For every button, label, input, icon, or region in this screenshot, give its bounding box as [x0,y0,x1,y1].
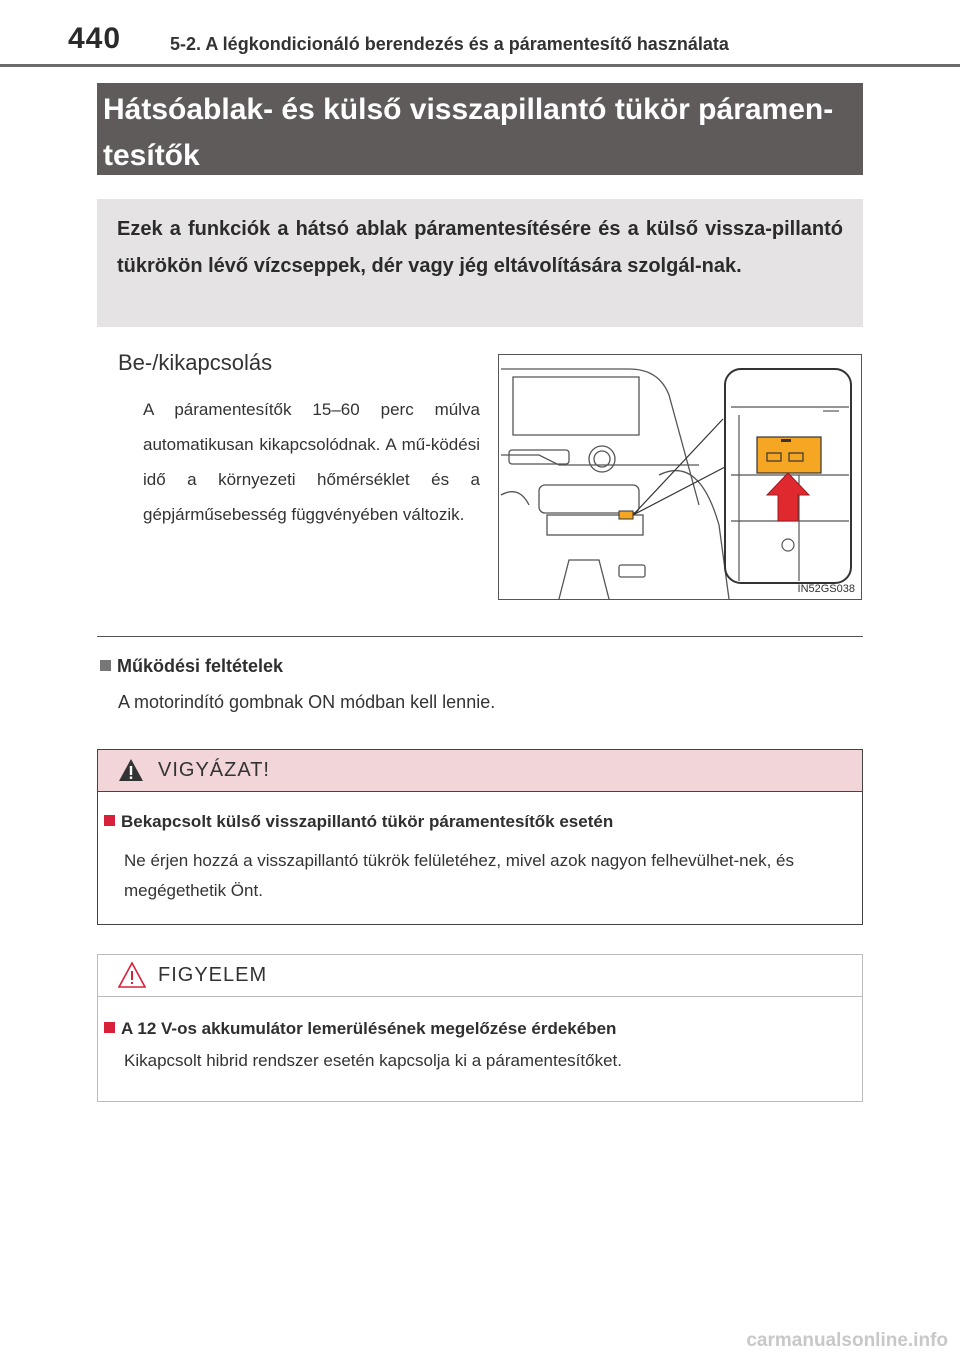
notice-box [97,954,863,1102]
notice-subheading-text: A 12 V-os akkumulátor lemerülésének megelőzése érdekében [121,1019,617,1038]
intro-box [97,199,863,327]
caution-subheading [104,812,613,832]
watermark: carmanualsonline.info [746,1330,948,1351]
intro-text: Ezek a funkciók a hátsó ablak páramentesítésére és a külső vissza-pillantó tükrökön lévő vízcseppek, dér vagy jég eltávolítására szolgál-nak. [117,218,843,277]
defogger-button-small [619,511,633,519]
header-divider [0,64,960,67]
dashboard-illustration [498,354,862,600]
notice-header [98,955,862,997]
section-title-bar [97,83,863,175]
conditions-heading [100,656,283,677]
bullet-square-icon [104,815,115,826]
conditions-heading-text: Működési feltételek [117,656,284,676]
notice-subheading [104,1019,616,1039]
warning-triangle-icon [118,758,144,782]
section-title-line2: tesítők [103,139,200,172]
chapter-title: 5-2. A légkondicionáló berendezés és a páramentesítő használata [170,34,729,54]
caution-title: VIGYÁZAT! [158,759,270,781]
bullet-square-icon [100,660,111,671]
section-title-line1: Hátsóablak- és külső visszapillantó tükör páramen- [103,93,834,126]
onoff-text: A páramentesítők 15–60 perc múlva automatikusan kikapcsolódnak. A mű-ködési idő a környezeti hőmérséklet és a gépjárműsebesség függvényében változik. [143,400,480,524]
caution-box [97,749,863,925]
caution-subheading-text: Bekapcsolt külső visszapillantó tükör páramentesítők esetén [121,812,614,831]
notice-text: Kikapcsolt hibrid rendszer esetén kapcsolja ki a páramentesítőket. [124,1051,622,1070]
figure-code: IN52GS038 [797,583,855,595]
warning-triangle-outline-icon [118,961,146,989]
bullet-square-icon [104,1022,115,1033]
conditions-text: A motorindító gombnak ON módban kell lennie. [118,692,496,712]
caution-text: Ne érjen hozzá a visszapillantó tükrök felületéhez, mivel azok nagyon felhevülhet-nek, és megégethetik Önt. [124,851,794,900]
caution-header [98,750,862,792]
onoff-heading: Be-/kikapcsolás [118,350,273,375]
page-number: 440 [68,22,122,55]
dashboard-drawing [499,355,861,599]
notice-title: FIGYELEM [158,964,268,986]
section-divider [97,636,863,637]
